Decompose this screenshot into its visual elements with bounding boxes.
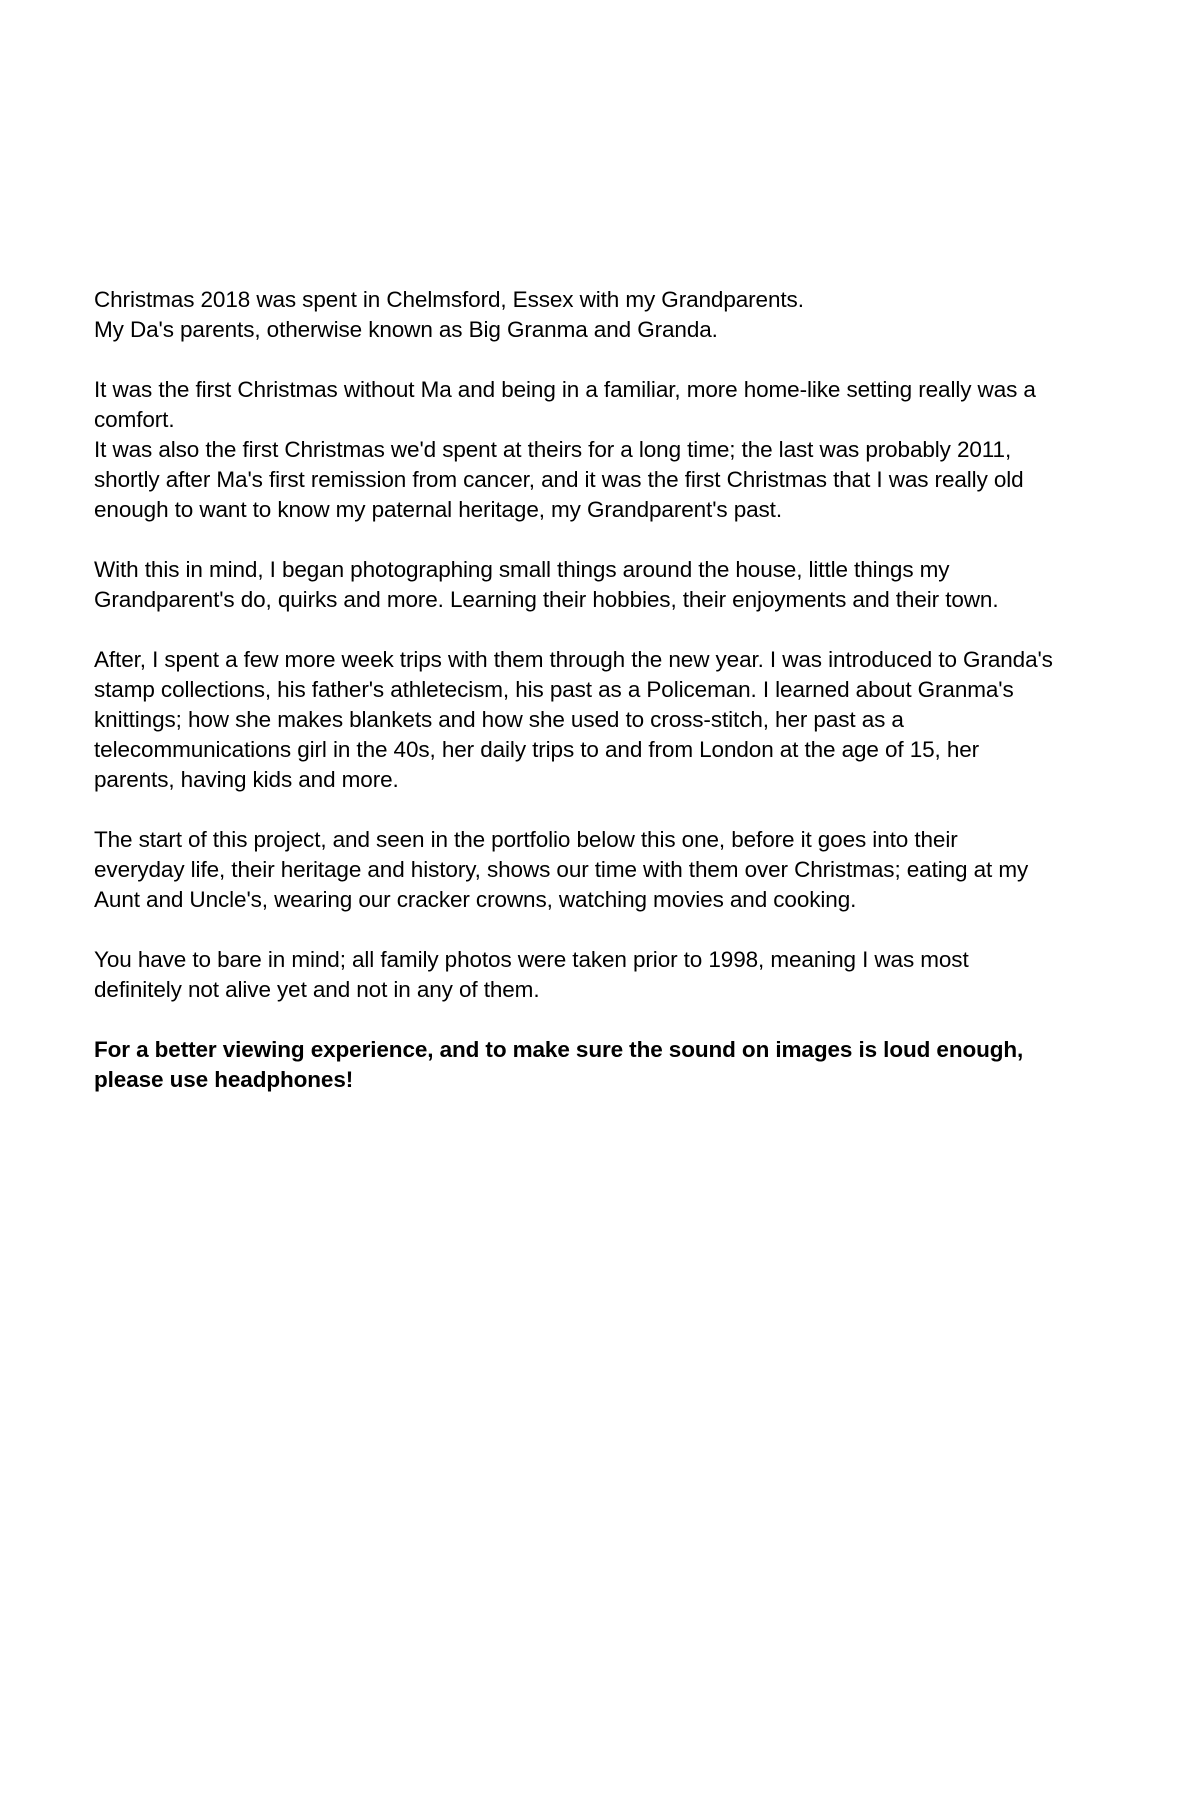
- text-line: The start of this project, and seen in the portfolio below this one, before it goes into their: [94, 827, 958, 852]
- photographing-paragraph: [94, 555, 1124, 615]
- text-line: knittings; how she makes blankets and how she used to cross-stitch, her past as a: [94, 707, 904, 732]
- trips-paragraph: [94, 645, 1124, 795]
- text-line: With this in mind, I began photographing small things around the house, little things my: [94, 557, 950, 582]
- intro-paragraph: [94, 285, 1124, 345]
- heritage-paragraph: [94, 435, 1124, 525]
- project-paragraph: [94, 825, 1124, 915]
- text-line: Grandparent's do, quirks and more. Learning their hobbies, their enjoyments and their town.: [94, 587, 999, 612]
- text-line: enough to want to know my paternal heritage, my Grandparent's past.: [94, 497, 782, 522]
- text-line: After, I spent a few more week trips with them through the new year. I was introduced to Granda's: [94, 647, 1053, 672]
- text-line: Aunt and Uncle's, wearing our cracker crowns, watching movies and cooking.: [94, 887, 857, 912]
- text-line: everyday life, their heritage and history, shows our time with them over Christmas; eating at my: [94, 857, 1029, 882]
- text-line: shortly after Ma's first remission from cancer, and it was the first Christmas that I was really old: [94, 467, 1024, 492]
- text-line: stamp collections, his father's athletecism, his past as a Policeman. I learned about Granma's: [94, 677, 1014, 702]
- text-line: It was the first Christmas without Ma and being in a familiar, more home-like setting really was a: [94, 377, 1036, 402]
- text-line: It was also the first Christmas we'd spent at theirs for a long time; the last was probably 2011,: [94, 437, 1012, 462]
- text-line: You have to bare in mind; all family photos were taken prior to 1998, meaning I was most: [94, 947, 969, 972]
- text-line: please use headphones!: [94, 1067, 354, 1092]
- first-christmas-paragraph: [94, 375, 1124, 435]
- text-line: Christmas 2018 was spent in Chelmsford, Essex with my Grandparents.: [94, 287, 804, 312]
- text-line: For a better viewing experience, and to make sure the sound on images is loud enough,: [94, 1037, 1024, 1062]
- text-line: definitely not alive yet and not in any of them.: [94, 977, 540, 1002]
- family-photos-paragraph: [94, 945, 1124, 1005]
- headphones-note: [94, 1035, 1124, 1095]
- text-line: My Da's parents, otherwise known as Big Granma and Granda.: [94, 317, 718, 342]
- document-body: [94, 285, 1124, 1125]
- text-line: parents, having kids and more.: [94, 767, 399, 792]
- text-line: telecommunications girl in the 40s, her daily trips to and from London at the age of 15, her: [94, 737, 980, 762]
- text-line: comfort.: [94, 407, 175, 432]
